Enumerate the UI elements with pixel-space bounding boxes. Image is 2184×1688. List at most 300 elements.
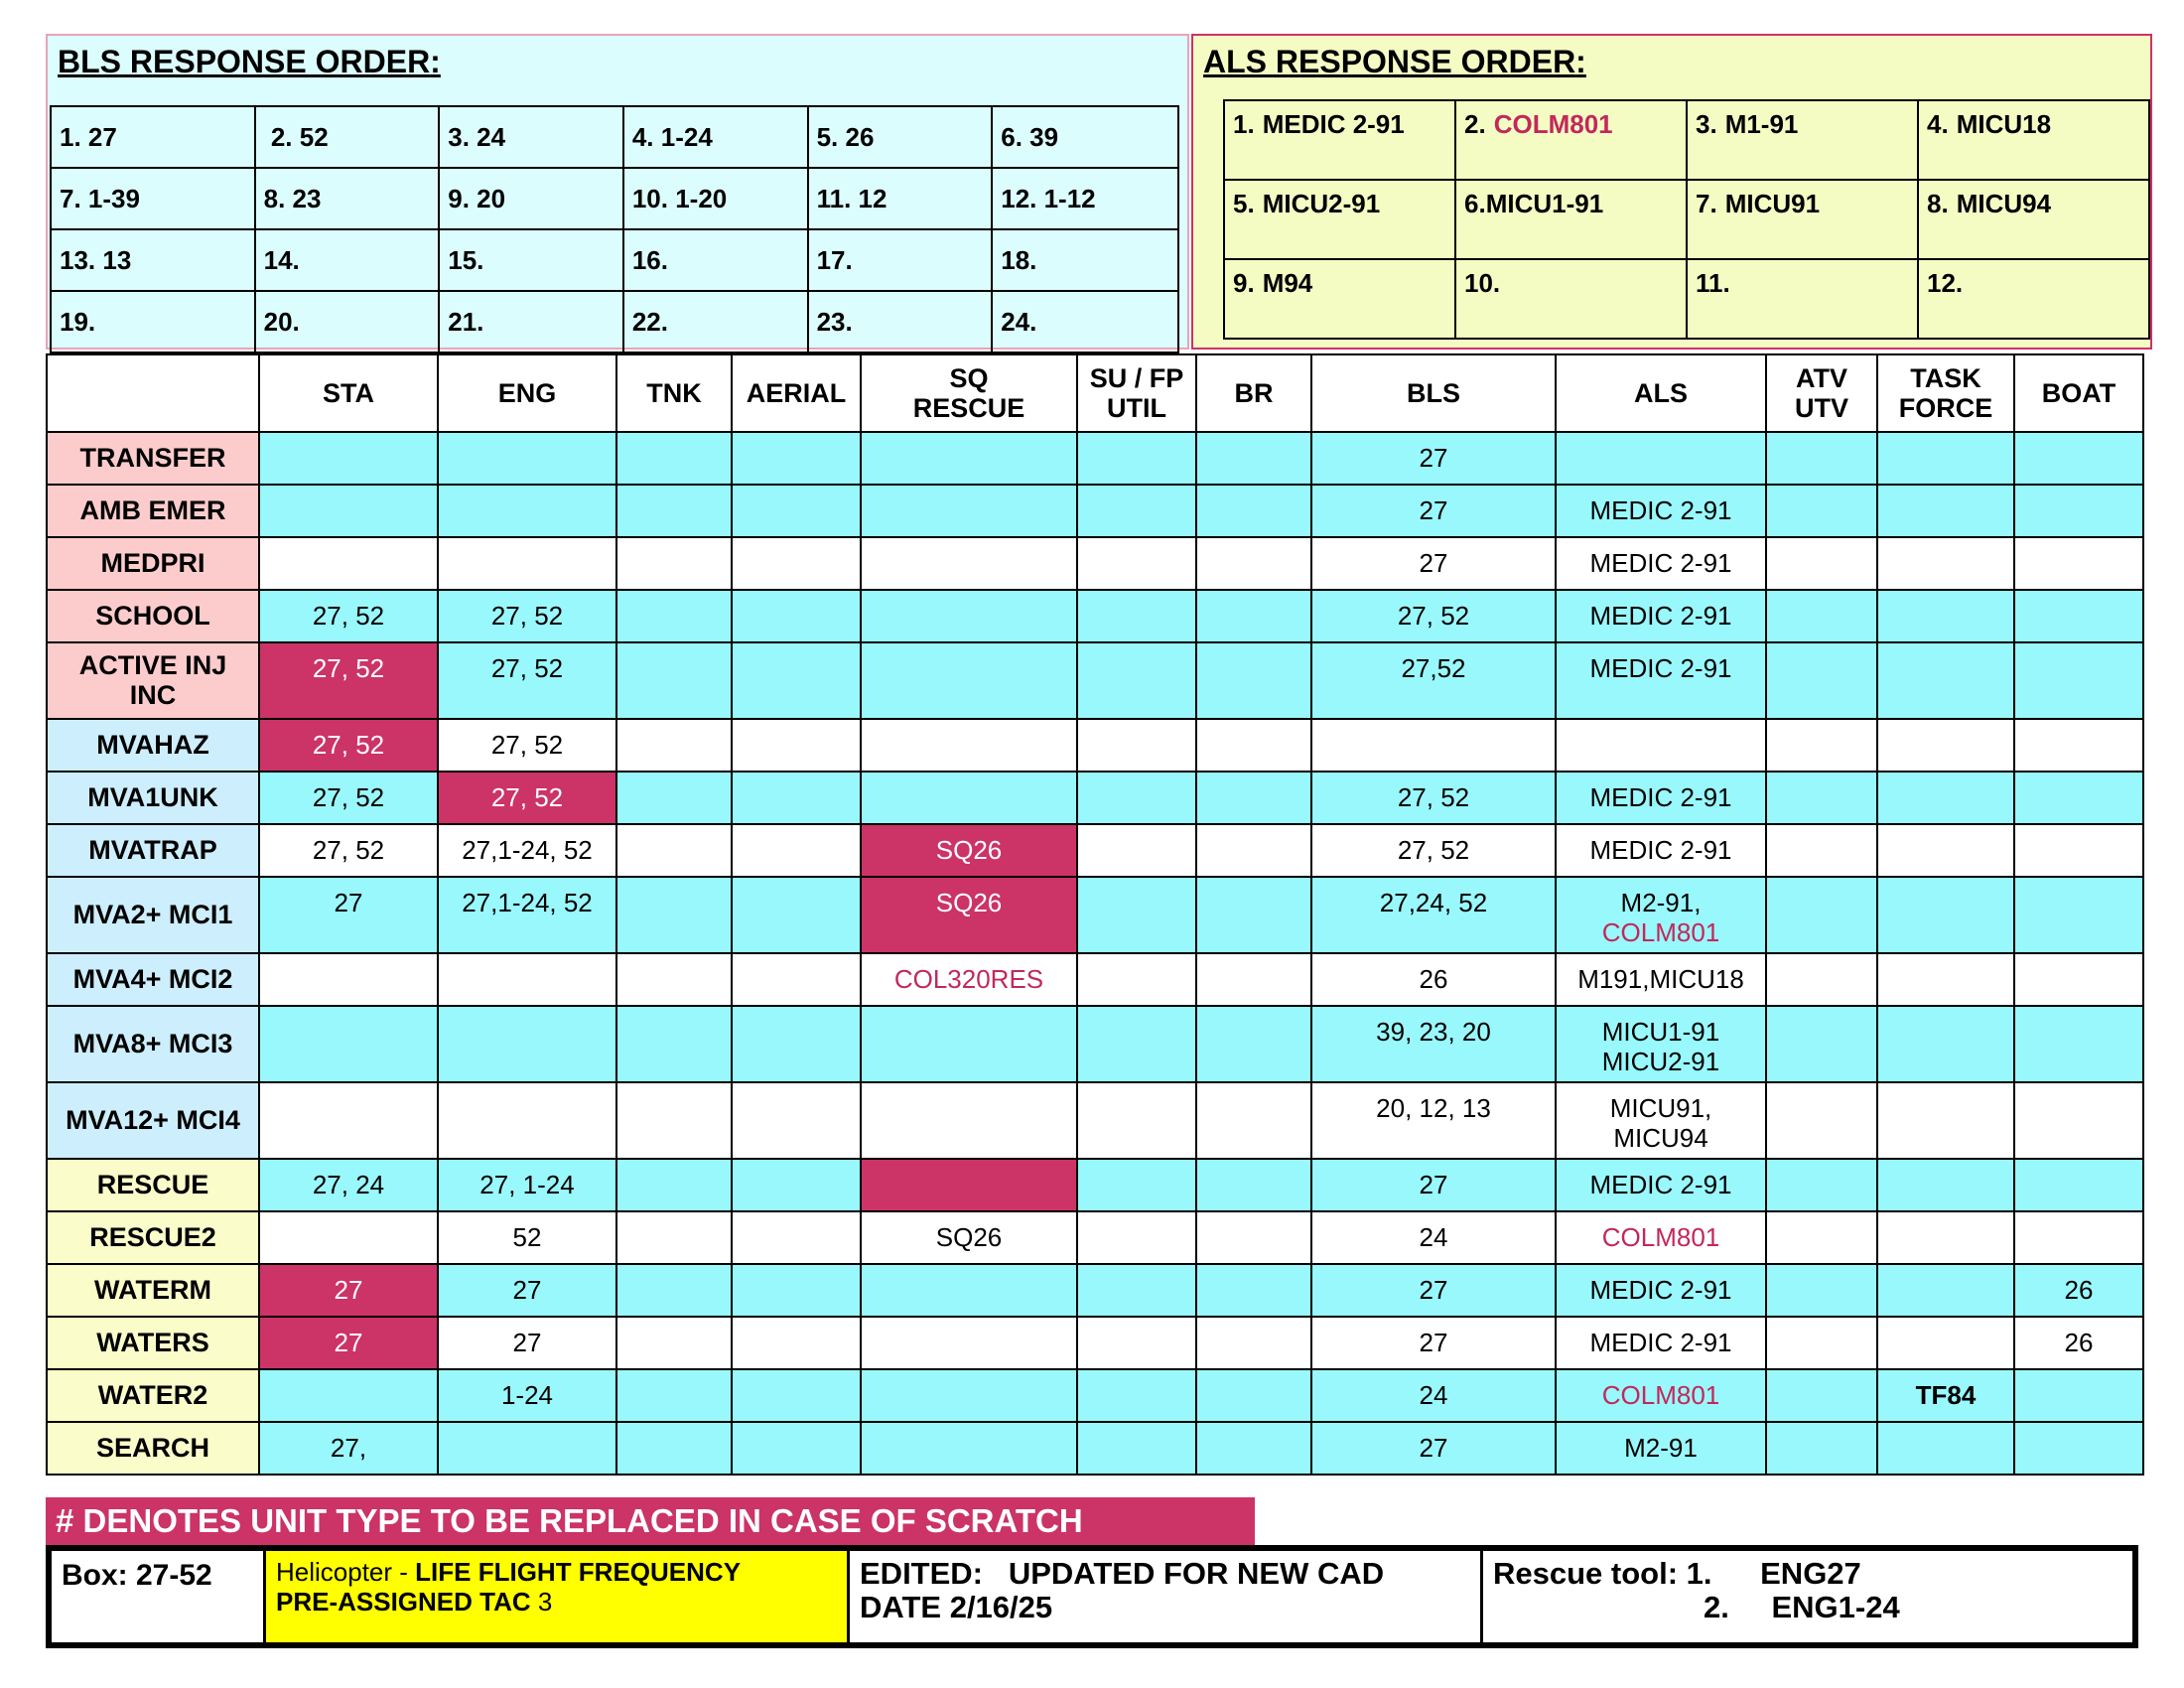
matrix-cell: [732, 1159, 861, 1211]
matrix-cell-value: MICU1-91 MICU2-91: [1601, 1017, 1720, 1076]
bls-order-cell: 22.: [623, 291, 808, 352]
matrix-cell: [732, 485, 861, 537]
matrix-cell: [2014, 590, 2143, 642]
matrix-cell: [438, 772, 616, 824]
column-header: TNK: [616, 354, 732, 432]
bls-title-text: BLS RESPONSE ORDER: [58, 44, 431, 79]
als-order-cell: [1455, 100, 1687, 180]
row-label: MVA12+ MCI4: [47, 1082, 259, 1159]
matrix-cell: [616, 1006, 732, 1082]
matrix-cell: [1766, 1159, 1877, 1211]
als-order-cell: [1687, 180, 1918, 259]
als-order-number: 5.: [1233, 189, 1255, 218]
box-number: Box: 27-52: [62, 1559, 212, 1592]
matrix-cell-value: COLM801: [1601, 1380, 1720, 1410]
matrix-cell-value: MEDIC 2-91: [1589, 601, 1732, 631]
matrix-cell: [2014, 642, 2143, 719]
als-order-row: [1224, 259, 2149, 339]
bls-order-cell: 10. 1-20: [623, 168, 808, 229]
als-order-cell: [1687, 100, 1918, 180]
matrix-cell: [438, 953, 616, 1006]
rescue-tool-cell: [1483, 1551, 2132, 1642]
als-order-unit: MICU94: [1956, 189, 2052, 218]
matrix-cell: [732, 642, 861, 719]
matrix-cell-value: 27: [1419, 1275, 1448, 1305]
bls-order-row: [51, 106, 1178, 168]
matrix-cell-value: MEDIC 2-91: [1589, 1170, 1732, 1199]
matrix-cell-value: MEDIC 2-91: [1589, 653, 1732, 683]
column-header: STA: [259, 354, 438, 432]
matrix-cell: [861, 824, 1077, 877]
matrix-cell: [732, 953, 861, 1006]
als-title-text: ALS RESPONSE ORDER: [1203, 44, 1576, 79]
matrix-cell-value: MICU91, MICU94: [1609, 1093, 1712, 1153]
als-order-unit: MICU2-91: [1262, 189, 1381, 218]
als-order-cell: [1455, 180, 1687, 259]
matrix-cell: [1877, 1369, 2014, 1422]
matrix-cell: [1556, 590, 1766, 642]
matrix-cell: [259, 432, 438, 485]
matrix-cell: [438, 1317, 616, 1369]
als-order-unit: COLM801: [1493, 109, 1613, 139]
als-order-grid: [1223, 99, 2150, 340]
als-order-unit: MEDIC 2-91: [1262, 109, 1405, 139]
bls-title-colon: :: [430, 44, 441, 79]
matrix-cell-value: 27: [334, 888, 363, 917]
matrix-cell: [1311, 1159, 1556, 1211]
matrix-cell: [1311, 877, 1556, 953]
bls-order-cell: 9. 20: [439, 168, 623, 229]
matrix-row: [47, 1317, 2143, 1369]
row-label: SEARCH: [47, 1422, 259, 1475]
matrix-cell: [861, 642, 1077, 719]
row-label: SCHOOL: [47, 590, 259, 642]
edited-cell: [850, 1551, 1483, 1642]
als-order-row: [1224, 180, 2149, 259]
matrix-cell: [1556, 824, 1766, 877]
als-order-cell: [1224, 100, 1455, 180]
bls-order-cell: 13. 13: [51, 229, 255, 291]
matrix-cell: [616, 877, 732, 953]
matrix-cell: [2014, 1317, 2143, 1369]
matrix-cell: [1766, 824, 1877, 877]
matrix-cell-value: 24: [1419, 1222, 1448, 1252]
matrix-cell-value: 27: [512, 1328, 542, 1357]
bls-order-cell: 12. 1-12: [992, 168, 1178, 229]
als-order-unit: M1-91: [1724, 109, 1799, 139]
matrix-cell-value: 27, 52: [312, 782, 385, 812]
matrix-cell: [1766, 1369, 1877, 1422]
matrix-cell: [259, 1082, 438, 1159]
matrix-cell: [1556, 1159, 1766, 1211]
matrix-row: [47, 432, 2143, 485]
matrix-cell-value: 27: [1419, 548, 1448, 578]
matrix-cell: [1766, 1082, 1877, 1159]
bls-order-grid: [50, 105, 1179, 353]
row-label: RESCUE: [47, 1159, 259, 1211]
matrix-cell: [259, 590, 438, 642]
bls-order-cell: 5. 26: [808, 106, 993, 168]
matrix-cell-value: 27: [1419, 1328, 1448, 1357]
matrix-cell: [438, 1159, 616, 1211]
matrix-cell: [1196, 537, 1311, 590]
matrix-cell: [1077, 537, 1196, 590]
matrix-cell: [1766, 772, 1877, 824]
matrix-cell: [1311, 1006, 1556, 1082]
matrix-cell: [2014, 953, 2143, 1006]
als-order-cell: [1687, 259, 1918, 339]
matrix-cell-value: COLM801: [1601, 1222, 1720, 1252]
matrix-cell: [438, 485, 616, 537]
als-order-number: 7.: [1696, 189, 1717, 218]
matrix-cell: [1877, 877, 2014, 953]
matrix-cell: [438, 432, 616, 485]
matrix-cell: [1877, 432, 2014, 485]
matrix-cell: [1311, 719, 1556, 772]
matrix-cell-value: 27, 52: [312, 730, 385, 760]
matrix-cell: [1196, 590, 1311, 642]
matrix-cell: [1196, 432, 1311, 485]
matrix-cell: [259, 537, 438, 590]
matrix-cell: [1877, 1264, 2014, 1317]
matrix-cell: [861, 877, 1077, 953]
matrix-row: [47, 877, 2143, 953]
matrix-cell: [259, 1159, 438, 1211]
matrix-cell: [732, 1211, 861, 1264]
matrix-cell: [732, 590, 861, 642]
matrix-cell: [1311, 642, 1556, 719]
matrix-cell: [2014, 1211, 2143, 1264]
matrix-row: [47, 537, 2143, 590]
matrix-cell: [1077, 877, 1196, 953]
matrix-cell: [1311, 1317, 1556, 1369]
als-order-number: 1.: [1233, 109, 1255, 139]
helicopter-prefix: Helicopter -: [276, 1557, 416, 1587]
matrix-cell: [1077, 1264, 1196, 1317]
bls-order-row: [51, 291, 1178, 352]
matrix-cell: [1877, 537, 2014, 590]
matrix-cell: [1877, 824, 2014, 877]
matrix-cell: [1196, 1159, 1311, 1211]
bls-order-cell: 24.: [992, 291, 1178, 352]
matrix-cell: [438, 1369, 616, 1422]
matrix-cell-value: SQ26: [935, 835, 1003, 865]
matrix-row: [47, 1264, 2143, 1317]
matrix-row: [47, 642, 2143, 719]
matrix-cell: [1311, 1082, 1556, 1159]
row-label: WATERS: [47, 1317, 259, 1369]
column-header: BR: [1196, 354, 1311, 432]
matrix-cell-value: 27,52: [1401, 653, 1466, 683]
matrix-cell-value: COL320RES: [893, 964, 1044, 994]
matrix-cell: [1877, 719, 2014, 772]
scratch-notice: # DENOTES UNIT TYPE TO BE REPLACED IN CASE OF SCRATCH: [46, 1497, 1255, 1545]
matrix-cell: [1311, 1369, 1556, 1422]
matrix-cell-value: SQ26: [935, 888, 1003, 917]
bls-order-cell: 23.: [808, 291, 993, 352]
matrix-cell-value: 27, 52: [1397, 835, 1470, 865]
matrix-cell: [616, 1211, 732, 1264]
matrix-cell: [438, 824, 616, 877]
als-order-cell: [1455, 259, 1687, 339]
footer-info-bar: [46, 1545, 2138, 1648]
matrix-cell-value-secondary: COLM801: [1601, 917, 1720, 947]
matrix-row: [47, 953, 2143, 1006]
matrix-cell: [1196, 719, 1311, 772]
matrix-cell: [1077, 1317, 1196, 1369]
bls-order-cell: 7. 1-39: [51, 168, 255, 229]
matrix-cell: [861, 1006, 1077, 1082]
matrix-cell-value: 26: [1419, 964, 1448, 994]
als-order-number: 8.: [1927, 189, 1949, 218]
matrix-cell: [1077, 953, 1196, 1006]
row-label: MVA4+ MCI2: [47, 953, 259, 1006]
matrix-cell: [1766, 1317, 1877, 1369]
matrix-cell: [1196, 1369, 1311, 1422]
matrix-cell: [1311, 1211, 1556, 1264]
matrix-cell: [616, 719, 732, 772]
matrix-cell-value: 27, 52: [1397, 601, 1470, 631]
matrix-cell-value: MEDIC 2-91: [1589, 548, 1732, 578]
matrix-row: [47, 1369, 2143, 1422]
als-order-cell: [1224, 180, 1455, 259]
matrix-cell: [616, 1369, 732, 1422]
matrix-cell: [1877, 1422, 2014, 1475]
matrix-cell: [2014, 1422, 2143, 1475]
matrix-cell: [2014, 1369, 2143, 1422]
als-order-cell: [1918, 100, 2149, 180]
matrix-cell-value: 27, 52: [312, 653, 385, 683]
matrix-cell: [2014, 1006, 2143, 1082]
column-header: ALS: [1556, 354, 1766, 432]
matrix-cell: [1877, 485, 2014, 537]
matrix-cell: [732, 1264, 861, 1317]
matrix-cell: [2014, 772, 2143, 824]
matrix-cell-value: 52: [512, 1222, 542, 1252]
bls-order-cell: 16.: [623, 229, 808, 291]
matrix-cell: [616, 1264, 732, 1317]
als-order-number: 11.: [1696, 268, 1730, 298]
matrix-cell: [616, 1159, 732, 1211]
matrix-corner: [47, 354, 259, 432]
column-header: ENG: [438, 354, 616, 432]
matrix-cell: [861, 1082, 1077, 1159]
matrix-cell-value: 27, 52: [312, 601, 385, 631]
matrix-cell: [732, 1006, 861, 1082]
matrix-row: [47, 719, 2143, 772]
matrix-cell-value: 27: [1419, 495, 1448, 525]
matrix-cell: [1766, 953, 1877, 1006]
matrix-cell-value: MEDIC 2-91: [1589, 495, 1732, 525]
matrix-cell: [259, 1264, 438, 1317]
bls-response-order-box: [46, 34, 1189, 350]
matrix-cell: [1196, 1264, 1311, 1317]
matrix-cell-value: 27, 52: [490, 730, 564, 760]
matrix-cell-value: MEDIC 2-91: [1589, 782, 1732, 812]
matrix-cell: [1077, 1211, 1196, 1264]
row-label: WATERM: [47, 1264, 259, 1317]
bls-order-cell: 2. 52: [255, 106, 440, 168]
matrix-cell: [861, 719, 1077, 772]
matrix-cell: [1196, 1422, 1311, 1475]
matrix-cell: [732, 824, 861, 877]
als-order-cell: [1224, 259, 1455, 339]
matrix-cell: [732, 1369, 861, 1422]
als-title-colon: :: [1575, 44, 1586, 79]
matrix-header-row: [47, 354, 2143, 432]
matrix-cell: [2014, 1082, 2143, 1159]
matrix-cell: [438, 537, 616, 590]
matrix-cell: [732, 1422, 861, 1475]
matrix-cell-value: M2-91: [1624, 1433, 1698, 1463]
matrix-cell: [259, 1211, 438, 1264]
row-label: AMB EMER: [47, 485, 259, 537]
matrix-cell: [1556, 1369, 1766, 1422]
helicopter-line: [276, 1557, 837, 1587]
matrix-cell: [1077, 1159, 1196, 1211]
matrix-cell: [438, 1082, 616, 1159]
matrix-cell-value: 39, 23, 20: [1376, 1017, 1491, 1047]
matrix-cell: [861, 1422, 1077, 1475]
matrix-cell: [438, 590, 616, 642]
matrix-cell: [616, 590, 732, 642]
matrix-cell: [732, 1082, 861, 1159]
bls-order-row: [51, 229, 1178, 291]
matrix-cell-value: 27,1-24, 52: [462, 888, 593, 917]
matrix-cell: [2014, 537, 2143, 590]
matrix-row: [47, 485, 2143, 537]
matrix-cell: [438, 1211, 616, 1264]
matrix-cell: [1556, 877, 1766, 953]
column-header: BOAT: [2014, 354, 2143, 432]
matrix-cell: [1556, 953, 1766, 1006]
matrix-cell: [861, 590, 1077, 642]
matrix-cell: [1196, 953, 1311, 1006]
column-header: TASK FORCE: [1877, 354, 2014, 432]
matrix-cell: [1311, 824, 1556, 877]
bls-order-cell: 20.: [255, 291, 440, 352]
matrix-cell-value: 27, 52: [1397, 782, 1470, 812]
matrix-cell-value: 27, 52: [490, 653, 564, 683]
matrix-cell: [861, 1317, 1077, 1369]
row-label: MVA1UNK: [47, 772, 259, 824]
matrix-cell: [1556, 537, 1766, 590]
matrix-cell: [259, 772, 438, 824]
matrix-cell-value: 27, 52: [490, 601, 564, 631]
matrix-cell: [1077, 719, 1196, 772]
matrix-cell: [1196, 772, 1311, 824]
matrix-cell: [861, 1159, 1077, 1211]
als-order-cell: [1918, 180, 2149, 259]
matrix-cell-value: M191,MICU18: [1577, 964, 1744, 994]
matrix-cell: [438, 1422, 616, 1475]
matrix-cell: [1766, 432, 1877, 485]
bls-order-cell: 4. 1-24: [623, 106, 808, 168]
bls-order-cell: 15.: [439, 229, 623, 291]
matrix-cell-value: 20, 12, 13: [1376, 1093, 1491, 1123]
matrix-cell: [616, 537, 732, 590]
preassigned-label: PRE-ASSIGNED TAC: [276, 1587, 538, 1617]
matrix-cell: [1877, 953, 2014, 1006]
bls-order-cell: 14.: [255, 229, 440, 291]
bls-order-cell: 17.: [808, 229, 993, 291]
matrix-cell: [259, 1006, 438, 1082]
matrix-row: [47, 772, 2143, 824]
matrix-cell: [2014, 1264, 2143, 1317]
matrix-cell: [1556, 1082, 1766, 1159]
matrix-cell: [732, 719, 861, 772]
column-header: ATV UTV: [1766, 354, 1877, 432]
matrix-cell-value: 27: [1419, 1170, 1448, 1199]
matrix-cell: [2014, 432, 2143, 485]
matrix-cell: [1766, 1006, 1877, 1082]
matrix-cell: [1077, 1369, 1196, 1422]
edited-note: EDITED: UPDATED FOR NEW CAD: [860, 1556, 1385, 1591]
matrix-cell-value: 27,24, 52: [1379, 888, 1488, 917]
matrix-cell: [1311, 953, 1556, 1006]
matrix-row: [47, 1006, 2143, 1082]
matrix-cell: [861, 1369, 1077, 1422]
als-order-unit: MICU18: [1956, 109, 2052, 139]
matrix-cell-value: 24: [1419, 1380, 1448, 1410]
matrix-cell: [1556, 485, 1766, 537]
box-number-cell: [52, 1551, 266, 1642]
matrix-cell: [616, 824, 732, 877]
matrix-cell: [438, 877, 616, 953]
matrix-cell: [1877, 1159, 2014, 1211]
matrix-cell: [438, 642, 616, 719]
rescue-tool-2: ENG1-24: [1771, 1590, 1900, 1624]
row-label: RESCUE2: [47, 1211, 259, 1264]
matrix-cell-value: MEDIC 2-91: [1589, 1275, 1732, 1305]
rescue-tool-label: Rescue tool: 1.: [1493, 1556, 1712, 1591]
matrix-cell: [2014, 824, 2143, 877]
matrix-cell: [1766, 1264, 1877, 1317]
matrix-cell: [2014, 719, 2143, 772]
matrix-cell: [861, 432, 1077, 485]
matrix-cell-value: 27, 52: [490, 782, 564, 812]
matrix-cell-value: 27,1-24, 52: [462, 835, 593, 865]
matrix-cell-value: 27,: [330, 1433, 367, 1463]
matrix-cell: [1556, 642, 1766, 719]
row-label: MVA2+ MCI1: [47, 877, 259, 953]
matrix-cell: [1311, 590, 1556, 642]
matrix-cell: [1877, 1317, 2014, 1369]
matrix-cell: [861, 1264, 1077, 1317]
bls-order-cell: 19.: [51, 291, 255, 352]
matrix-cell: [1077, 590, 1196, 642]
matrix-cell: [259, 719, 438, 772]
matrix-cell: [1196, 1006, 1311, 1082]
rescue-tool-line-2: [1493, 1591, 2122, 1624]
als-order-number: 10.: [1464, 268, 1501, 298]
matrix-cell: [1077, 1006, 1196, 1082]
matrix-cell: [1766, 719, 1877, 772]
matrix-cell: [1196, 824, 1311, 877]
matrix-cell: [732, 537, 861, 590]
matrix-cell: [1556, 1422, 1766, 1475]
als-order-cell: [1918, 259, 2149, 339]
bls-order-row: [51, 168, 1178, 229]
response-matrix: [46, 353, 2144, 1476]
column-header: SQ RESCUE: [861, 354, 1077, 432]
matrix-cell-value: 26: [2064, 1328, 2094, 1357]
matrix-row: [47, 1211, 2143, 1264]
matrix-cell: [1311, 537, 1556, 590]
rescue-tool-line-1: [1493, 1557, 2122, 1591]
matrix-cell-value: MEDIC 2-91: [1589, 1328, 1732, 1357]
matrix-row: [47, 824, 2143, 877]
